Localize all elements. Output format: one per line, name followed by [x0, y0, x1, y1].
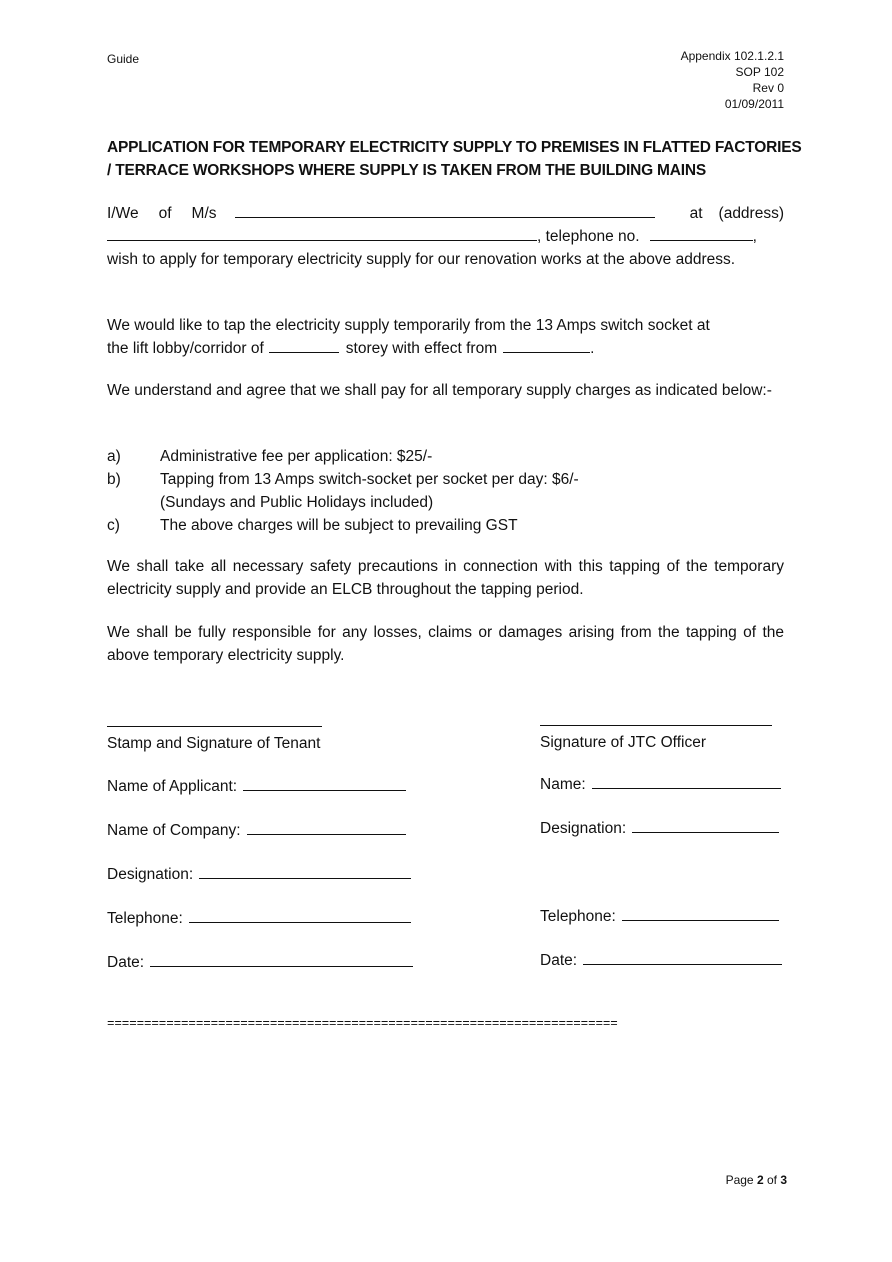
page-total: 3	[780, 1173, 787, 1187]
name-of-company-field[interactable]	[107, 820, 406, 840]
name-of-applicant-field[interactable]	[107, 776, 406, 796]
officer-name-field[interactable]	[540, 774, 781, 794]
revision: Rev 0	[752, 81, 784, 95]
agree-paragraph: We understand and agree that we shall pay for all temporary supply charges as indicated below:-	[107, 382, 772, 399]
title-line-1: APPLICATION FOR TEMPORARY ELECTRICITY SUPPLY TO PREMISES IN FLATTED FACTORIES	[107, 139, 802, 156]
tap-paragraph	[107, 314, 787, 360]
field-label: Date:	[107, 954, 145, 971]
address-text: (address)	[718, 205, 784, 222]
intro-line-1	[107, 202, 784, 225]
tap-part-a: the lift lobby/corridor of	[107, 340, 264, 357]
tenant-telephone-field[interactable]	[107, 908, 411, 928]
field-label: Date:	[540, 952, 578, 969]
intro-line-2	[107, 225, 784, 248]
appendix-number: Appendix 102.1.2.1	[680, 49, 784, 63]
document-date: 01/09/2011	[724, 97, 784, 111]
page-number	[726, 1172, 787, 1188]
page-prefix: Page	[725, 1173, 757, 1187]
tap-part-c: .	[590, 340, 595, 357]
document-reference	[681, 48, 784, 112]
field-label: Name:	[540, 776, 586, 793]
field-label: Name of Applicant:	[107, 778, 238, 795]
tenant-signature-line[interactable]	[107, 726, 322, 727]
list-item-text: Administrative fee per application: $25/-	[160, 448, 433, 465]
page-of: of	[763, 1173, 781, 1187]
list-item	[107, 514, 787, 537]
page-current: 2	[756, 1173, 764, 1187]
page-title	[107, 136, 802, 182]
officer-telephone-field[interactable]	[540, 906, 779, 926]
list-item-label: b)	[107, 471, 121, 488]
field-label: Name of Company:	[107, 822, 241, 839]
at-text: at	[689, 205, 703, 222]
officer-designation-field[interactable]	[540, 818, 779, 838]
tenant-designation-field[interactable]	[107, 864, 411, 884]
list-item-text: Tapping from 13 Amps switch-socket per socket per day: $6/-	[160, 471, 579, 488]
field-label: Designation:	[107, 866, 194, 883]
iwe-text: I/We	[107, 205, 139, 222]
effective-date-line[interactable]	[503, 351, 590, 353]
trailing-comma: ,	[752, 228, 757, 245]
telephone-text: , telephone no.	[537, 228, 640, 245]
tenant-signature-label: Stamp and Signature of Tenant	[107, 735, 321, 752]
safety-paragraph: We shall take all necessary safety precautions in connection with this tapping of the temporary electricity supply and provide an ELCB throughout the tapping period.	[107, 558, 784, 598]
field-label: Telephone:	[107, 910, 183, 927]
sop-number: SOP 102	[735, 65, 784, 79]
ms-text: M/s	[191, 205, 217, 222]
section-separator: =====================================================================	[107, 1017, 618, 1031]
list-item-subtext: (Sundays and Public Holidays included)	[160, 494, 434, 511]
list-item	[107, 445, 787, 468]
list-item-label: c)	[107, 517, 120, 534]
officer-signature-line[interactable]	[540, 725, 772, 726]
field-label: Designation:	[540, 820, 627, 837]
title-line-2: / TERRACE WORKSHOPS WHERE SUPPLY IS TAKEN FROM THE BUILDING MAINS	[107, 162, 707, 179]
officer-signature-label: Signature of JTC Officer	[540, 734, 706, 751]
company-name-line[interactable]	[235, 216, 655, 218]
wish-paragraph: wish to apply for temporary electricity supply for our renovation works at the above address.	[107, 251, 736, 268]
tap-line-2	[107, 337, 787, 360]
tenant-date-field[interactable]	[107, 952, 413, 972]
responsibility-paragraph: We shall be fully responsible for any losses, claims or damages arising from the tapping of the above temporary electricity supply.	[107, 624, 784, 664]
telephone-line[interactable]	[650, 239, 753, 241]
list-item	[107, 468, 787, 514]
list-item-label: a)	[107, 448, 121, 465]
tap-line-1: We would like to tap the electricity supply temporarily from the 13 Amps switch socket at	[107, 317, 710, 334]
of-text: of	[158, 205, 172, 222]
field-label: Telephone:	[540, 908, 616, 925]
list-item-text: The above charges will be subject to prevailing GST	[160, 517, 518, 534]
officer-date-field[interactable]	[540, 950, 782, 970]
address-line[interactable]	[107, 239, 537, 241]
storey-line[interactable]	[269, 351, 339, 353]
guide-label: Guide	[107, 52, 140, 66]
charges-list	[107, 445, 787, 537]
tap-part-b: storey with effect from	[345, 340, 498, 357]
